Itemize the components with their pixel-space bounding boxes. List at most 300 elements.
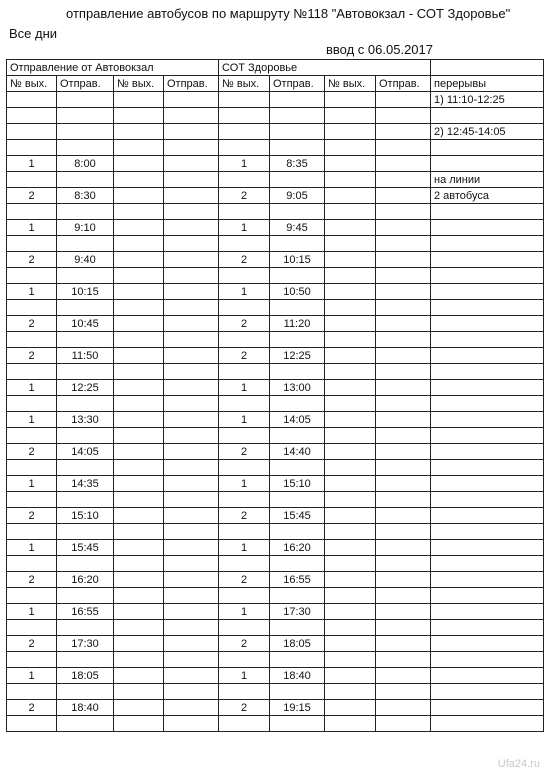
table-cell <box>431 316 544 332</box>
table-cell <box>164 604 219 620</box>
table-cell: 2) 12:45-14:05 <box>431 124 544 140</box>
table-cell <box>325 524 376 540</box>
table-cell <box>376 220 431 236</box>
table-cell <box>325 668 376 684</box>
table-cell <box>164 316 219 332</box>
table-cell: 17:30 <box>270 604 325 620</box>
table-cell <box>114 156 164 172</box>
table-cell <box>57 332 114 348</box>
table-cell <box>325 636 376 652</box>
table-cell: 1 <box>7 540 57 556</box>
table-row <box>7 684 544 700</box>
table-cell: 14:05 <box>270 412 325 428</box>
table-cell <box>431 524 544 540</box>
table-cell <box>325 172 376 188</box>
col-num-header: № вых. <box>219 76 270 92</box>
table-cell <box>270 364 325 380</box>
table-cell <box>325 396 376 412</box>
table-row <box>7 476 544 492</box>
empty-cell <box>431 60 544 76</box>
table-cell <box>57 652 114 668</box>
table-cell <box>219 556 270 572</box>
table-cell: 1 <box>219 476 270 492</box>
table-cell <box>7 172 57 188</box>
table-cell <box>376 268 431 284</box>
table-cell <box>376 684 431 700</box>
table-cell <box>114 124 164 140</box>
table-cell <box>270 556 325 572</box>
table-cell <box>164 700 219 716</box>
table-cell <box>219 652 270 668</box>
table-cell <box>114 300 164 316</box>
table-row <box>7 428 544 444</box>
table-cell: 1 <box>219 412 270 428</box>
table-cell <box>270 716 325 732</box>
table-cell <box>114 236 164 252</box>
table-cell <box>164 476 219 492</box>
table-row <box>7 668 544 684</box>
table-cell <box>270 92 325 108</box>
table-cell <box>219 268 270 284</box>
table-cell <box>325 460 376 476</box>
table-cell <box>114 396 164 412</box>
table-row <box>7 572 544 588</box>
table-cell: 15:45 <box>270 508 325 524</box>
table-cell <box>376 636 431 652</box>
table-cell <box>325 556 376 572</box>
table-cell <box>325 604 376 620</box>
table-cell <box>114 684 164 700</box>
table-cell <box>325 316 376 332</box>
table-cell: 2 <box>7 636 57 652</box>
table-cell: 9:10 <box>57 220 114 236</box>
table-cell: 8:35 <box>270 156 325 172</box>
table-cell: 2 <box>7 700 57 716</box>
table-cell: 1) 11:10-12:25 <box>431 92 544 108</box>
table-cell <box>376 412 431 428</box>
table-cell <box>325 428 376 444</box>
table-cell: 15:10 <box>57 508 114 524</box>
table-row <box>7 508 544 524</box>
table-cell <box>219 492 270 508</box>
table-cell <box>114 188 164 204</box>
table-cell <box>431 204 544 220</box>
table-cell <box>219 684 270 700</box>
table-cell: 1 <box>219 380 270 396</box>
table-row <box>7 700 544 716</box>
table-row <box>7 396 544 412</box>
table-cell <box>376 460 431 476</box>
table-cell <box>431 476 544 492</box>
table-cell <box>325 268 376 284</box>
table-cell <box>114 380 164 396</box>
table-cell <box>431 668 544 684</box>
breaks-header: перерывы <box>431 76 544 92</box>
table-row <box>7 556 544 572</box>
table-cell <box>164 508 219 524</box>
table-cell: 1 <box>219 668 270 684</box>
table-cell <box>57 364 114 380</box>
table-cell <box>325 380 376 396</box>
table-cell <box>325 156 376 172</box>
table-cell <box>431 572 544 588</box>
table-cell <box>431 716 544 732</box>
table-cell <box>325 716 376 732</box>
table-cell: 1 <box>7 220 57 236</box>
table-cell <box>219 124 270 140</box>
table-row <box>7 604 544 620</box>
table-cell: 11:50 <box>57 348 114 364</box>
table-cell <box>7 652 57 668</box>
table-row <box>7 188 544 204</box>
table-cell <box>57 492 114 508</box>
table-cell <box>376 572 431 588</box>
table-cell: 2 <box>7 508 57 524</box>
table-cell: 1 <box>219 284 270 300</box>
table-cell <box>114 540 164 556</box>
table-cell <box>325 572 376 588</box>
table-cell: 16:20 <box>57 572 114 588</box>
table-cell <box>325 92 376 108</box>
table-cell <box>164 380 219 396</box>
table-cell <box>114 204 164 220</box>
table-cell <box>325 332 376 348</box>
table-cell <box>376 300 431 316</box>
table-cell: 2 <box>7 188 57 204</box>
table-cell <box>164 220 219 236</box>
table-cell <box>164 556 219 572</box>
table-cell <box>57 684 114 700</box>
col-num-header: № вых. <box>7 76 57 92</box>
table-cell <box>376 188 431 204</box>
table-cell <box>7 428 57 444</box>
watermark: Ufa24.ru <box>497 758 540 770</box>
table-cell <box>114 524 164 540</box>
table-cell <box>325 652 376 668</box>
table-cell <box>376 620 431 636</box>
table-cell <box>114 620 164 636</box>
table-cell <box>270 172 325 188</box>
table-cell <box>325 412 376 428</box>
table-cell: 1 <box>7 604 57 620</box>
table-cell <box>376 476 431 492</box>
table-cell: 15:45 <box>57 540 114 556</box>
table-cell <box>164 668 219 684</box>
table-row <box>7 492 544 508</box>
table-cell <box>431 700 544 716</box>
table-row <box>7 524 544 540</box>
table-cell <box>114 412 164 428</box>
table-cell <box>7 204 57 220</box>
table-row <box>7 92 544 108</box>
to-station-header: СОТ Здоровье <box>219 60 431 76</box>
table-cell: 1 <box>219 604 270 620</box>
table-row <box>7 364 544 380</box>
table-cell <box>57 300 114 316</box>
table-cell: 16:55 <box>57 604 114 620</box>
table-cell: 1 <box>7 284 57 300</box>
table-cell <box>7 332 57 348</box>
table-cell <box>57 620 114 636</box>
table-cell <box>164 636 219 652</box>
table-cell <box>376 668 431 684</box>
table-cell <box>431 348 544 364</box>
table-cell <box>57 268 114 284</box>
effective-date: ввод с 06.05.2017 <box>326 42 433 57</box>
table-row <box>7 156 544 172</box>
table-cell <box>219 172 270 188</box>
table-cell <box>325 236 376 252</box>
table-cell <box>114 92 164 108</box>
table-cell <box>219 204 270 220</box>
table-cell <box>219 588 270 604</box>
table-cell: 1 <box>7 156 57 172</box>
col-num-header: № вых. <box>114 76 164 92</box>
table-cell <box>431 220 544 236</box>
table-row <box>7 412 544 428</box>
table-cell <box>376 380 431 396</box>
table-cell: 2 <box>219 316 270 332</box>
table-cell <box>114 284 164 300</box>
table-cell <box>164 332 219 348</box>
page-title: отправление автобусов по маршруту №118 "Автовокзал - СОТ Здоровье" <box>66 6 511 21</box>
table-cell <box>270 332 325 348</box>
table-cell <box>270 108 325 124</box>
table-cell: 2 автобуса <box>431 188 544 204</box>
table-cell <box>164 588 219 604</box>
table-cell <box>376 92 431 108</box>
table-cell: 16:20 <box>270 540 325 556</box>
table-cell <box>219 396 270 412</box>
table-cell <box>431 300 544 316</box>
table-cell: 2 <box>7 252 57 268</box>
table-cell: 8:30 <box>57 188 114 204</box>
days-label: Все дни <box>9 26 58 41</box>
table-cell <box>270 204 325 220</box>
table-row <box>7 108 544 124</box>
col-dep-header: Отправ. <box>376 76 431 92</box>
table-cell <box>57 140 114 156</box>
table-row <box>7 636 544 652</box>
table-cell: 8:00 <box>57 156 114 172</box>
table-row <box>7 380 544 396</box>
table-cell <box>164 92 219 108</box>
table-cell <box>114 428 164 444</box>
table-cell: 2 <box>7 316 57 332</box>
table-cell <box>57 172 114 188</box>
table-cell <box>114 492 164 508</box>
table-cell <box>270 300 325 316</box>
table-cell <box>376 108 431 124</box>
table-cell: 2 <box>219 348 270 364</box>
table-cell <box>325 300 376 316</box>
table-cell: 11:20 <box>270 316 325 332</box>
table-cell <box>7 140 57 156</box>
table-cell <box>431 252 544 268</box>
table-cell <box>219 524 270 540</box>
table-cell <box>164 412 219 428</box>
table-cell <box>376 700 431 716</box>
table-cell <box>431 380 544 396</box>
table-cell <box>164 684 219 700</box>
table-cell <box>431 140 544 156</box>
station-header-row <box>7 60 544 76</box>
table-cell <box>270 428 325 444</box>
table-cell <box>431 620 544 636</box>
table-cell <box>114 348 164 364</box>
table-cell <box>7 236 57 252</box>
table-row <box>7 540 544 556</box>
table-cell: 1 <box>219 156 270 172</box>
table-cell: 2 <box>219 636 270 652</box>
table-cell <box>164 188 219 204</box>
table-cell: 19:15 <box>270 700 325 716</box>
table-cell <box>431 508 544 524</box>
table-cell <box>325 220 376 236</box>
table-cell <box>57 396 114 412</box>
table-cell <box>376 172 431 188</box>
table-cell <box>376 492 431 508</box>
table-cell <box>431 332 544 348</box>
table-cell: 10:15 <box>270 252 325 268</box>
table-cell <box>219 364 270 380</box>
col-dep-header: Отправ. <box>164 76 219 92</box>
table-cell <box>164 716 219 732</box>
table-cell: 13:30 <box>57 412 114 428</box>
table-cell <box>376 156 431 172</box>
table-cell <box>376 428 431 444</box>
table-cell <box>164 620 219 636</box>
table-cell <box>431 364 544 380</box>
table-cell <box>219 236 270 252</box>
table-cell: 2 <box>219 700 270 716</box>
table-cell <box>164 396 219 412</box>
table-cell <box>431 460 544 476</box>
table-cell: 9:40 <box>57 252 114 268</box>
table-cell <box>270 396 325 412</box>
table-row <box>7 252 544 268</box>
table-cell <box>376 604 431 620</box>
table-cell <box>164 172 219 188</box>
table-row <box>7 316 544 332</box>
table-cell: 14:05 <box>57 444 114 460</box>
table-cell <box>325 684 376 700</box>
table-cell <box>376 540 431 556</box>
table-cell <box>114 444 164 460</box>
table-cell <box>325 508 376 524</box>
table-cell <box>325 444 376 460</box>
table-cell <box>164 460 219 476</box>
table-cell <box>325 108 376 124</box>
table-cell <box>325 348 376 364</box>
table-cell <box>164 140 219 156</box>
table-cell <box>219 460 270 476</box>
table-cell: 10:15 <box>57 284 114 300</box>
column-header-row <box>7 76 544 92</box>
table-cell <box>270 236 325 252</box>
table-cell <box>431 108 544 124</box>
table-cell <box>270 460 325 476</box>
table-cell <box>270 652 325 668</box>
table-cell: 17:30 <box>57 636 114 652</box>
table-cell <box>114 332 164 348</box>
table-row <box>7 652 544 668</box>
table-cell <box>431 412 544 428</box>
table-cell: 15:10 <box>270 476 325 492</box>
table-cell <box>376 252 431 268</box>
table-cell <box>164 108 219 124</box>
table-cell <box>325 204 376 220</box>
table-cell <box>7 620 57 636</box>
table-cell: 9:05 <box>270 188 325 204</box>
table-row <box>7 204 544 220</box>
table-cell <box>376 652 431 668</box>
table-cell <box>376 716 431 732</box>
table-cell <box>57 524 114 540</box>
table-cell <box>7 108 57 124</box>
table-cell <box>376 348 431 364</box>
table-row <box>7 332 544 348</box>
table-cell <box>164 284 219 300</box>
table-cell: 2 <box>7 572 57 588</box>
table-cell <box>114 668 164 684</box>
table-row <box>7 172 544 188</box>
table-cell <box>164 204 219 220</box>
table-cell <box>57 92 114 108</box>
table-cell <box>270 140 325 156</box>
table-cell <box>114 140 164 156</box>
table-row <box>7 236 544 252</box>
table-cell: 1 <box>219 220 270 236</box>
table-cell <box>114 460 164 476</box>
table-cell <box>164 524 219 540</box>
table-cell <box>219 92 270 108</box>
table-cell <box>325 364 376 380</box>
table-cell <box>7 684 57 700</box>
table-cell <box>164 364 219 380</box>
table-cell <box>219 300 270 316</box>
table-cell: 12:25 <box>57 380 114 396</box>
table-cell <box>57 460 114 476</box>
table-cell <box>376 508 431 524</box>
table-cell <box>57 124 114 140</box>
table-cell <box>431 604 544 620</box>
table-cell <box>325 476 376 492</box>
table-cell <box>114 700 164 716</box>
table-row <box>7 716 544 732</box>
table-cell: 10:50 <box>270 284 325 300</box>
table-cell <box>270 268 325 284</box>
table-cell <box>7 268 57 284</box>
table-cell: 2 <box>7 444 57 460</box>
table-cell <box>325 540 376 556</box>
table-cell <box>270 588 325 604</box>
col-dep-header: Отправ. <box>57 76 114 92</box>
table-cell <box>164 252 219 268</box>
table-cell: 16:55 <box>270 572 325 588</box>
table-cell <box>270 524 325 540</box>
table-cell <box>114 220 164 236</box>
table-cell <box>376 556 431 572</box>
table-cell: 1 <box>7 380 57 396</box>
table-cell <box>7 524 57 540</box>
table-cell <box>376 284 431 300</box>
table-cell <box>164 652 219 668</box>
table-cell <box>376 588 431 604</box>
table-cell <box>431 556 544 572</box>
table-cell <box>376 364 431 380</box>
table-cell <box>164 124 219 140</box>
